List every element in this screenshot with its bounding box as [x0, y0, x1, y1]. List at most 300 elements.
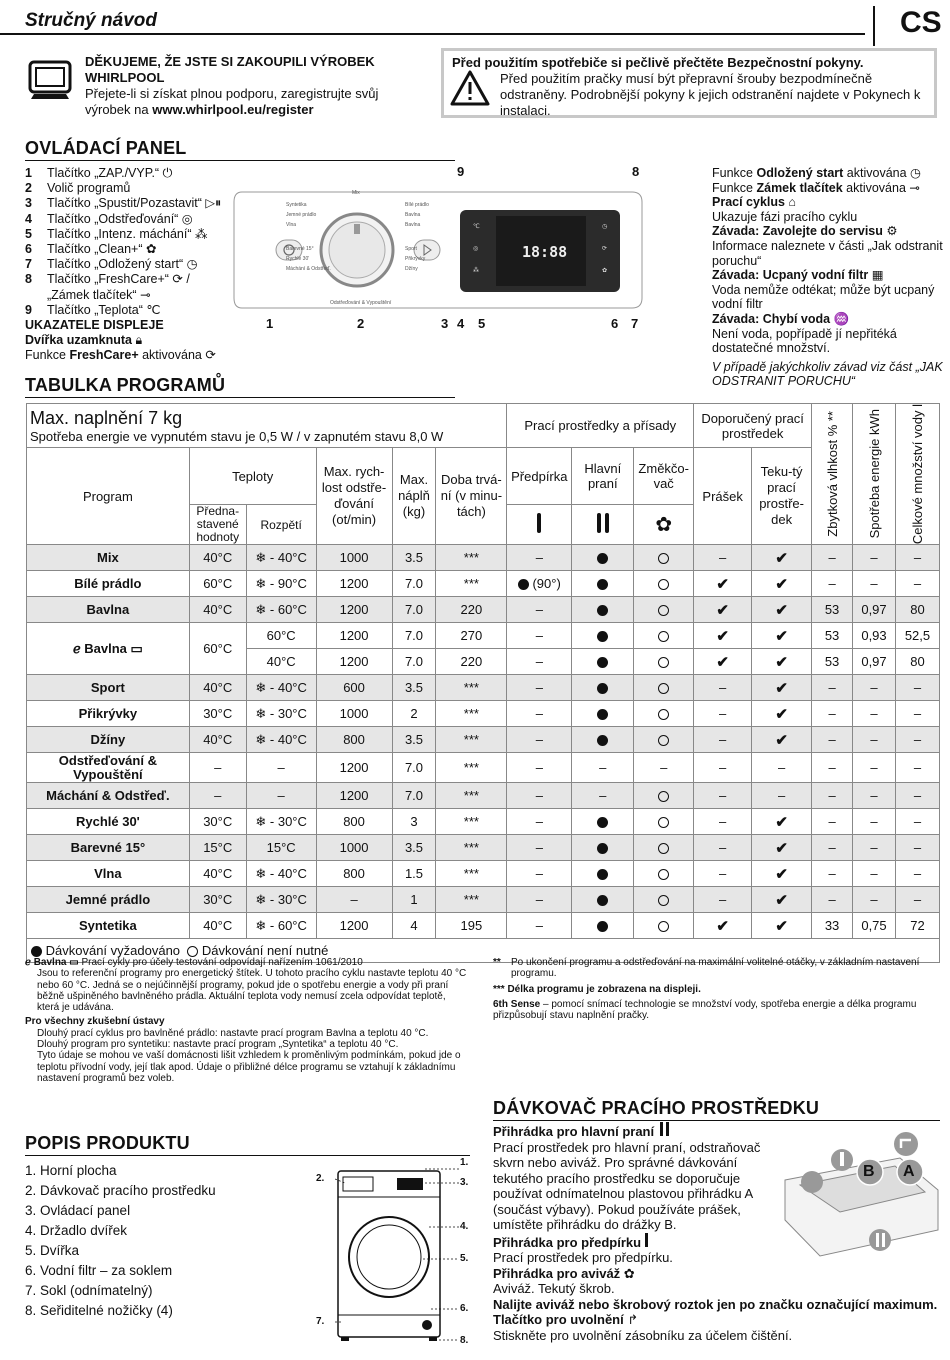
max-spin: 1200 [316, 649, 392, 675]
svg-text:℃: ℃ [473, 223, 480, 230]
powder-cell: – [694, 783, 752, 809]
program-name: Vlna [27, 861, 190, 887]
max-spin: 600 [316, 675, 392, 701]
check-mark: ✔ [775, 601, 788, 619]
program-name: Rychlé 30' [27, 809, 190, 835]
temp-range: ❄ - 30°C [246, 809, 316, 835]
preset-temp: 40°C [189, 861, 246, 887]
standby-consumption: Spotřeba energie ve vypnutém stavu je 0,5 W / v zapnutém stavu 8,0 W [30, 428, 444, 444]
table-row [27, 783, 940, 809]
softener-cell [634, 861, 694, 887]
dosing-required-mark [597, 553, 608, 564]
max-load: 7.0 [392, 597, 436, 623]
liquid-cell [752, 913, 812, 939]
thanks-block [85, 54, 425, 118]
control-item: 6 Tlačítko „Clean+“ ✿ [25, 242, 157, 257]
powder-cell: – [694, 545, 752, 571]
prewash-cell: (90°) [507, 571, 572, 597]
prewash-cell: – [507, 835, 572, 861]
max-load: 1 [392, 887, 436, 913]
preset-temp: 40°C [189, 597, 246, 623]
control-item: 8 Tlačítko „FreshCare+“ ⟳ / [25, 272, 190, 287]
energy: – [853, 727, 896, 753]
callout-p1: 1. [460, 1157, 469, 1168]
language-code: CS [900, 6, 942, 39]
powder-cell: – [694, 887, 752, 913]
dosing-optional-mark [658, 553, 669, 564]
temp-range: ❄ - 40°C [246, 545, 316, 571]
dosing-required-mark [597, 869, 608, 880]
powder-cell [694, 649, 752, 675]
prewash-icon [507, 505, 572, 545]
water: 80 [895, 597, 939, 623]
duration: *** [436, 783, 507, 809]
temp-range: ❄ - 40°C [246, 675, 316, 701]
svg-text:⟳: ⟳ [602, 245, 608, 252]
softener-icon: ✿ [623, 1265, 635, 1281]
callout-p2: 2. [316, 1173, 325, 1184]
prewash-cell: – [507, 675, 572, 701]
header-duration: Doba trvá-ní (v minu-tách) [436, 448, 507, 545]
energy: – [853, 809, 896, 835]
energy: – [853, 835, 896, 861]
max-load: 3 [392, 809, 436, 835]
prewash-cell: – [507, 783, 572, 809]
program-name: Barevné 15° [27, 835, 190, 861]
product-parts-list [25, 1161, 216, 1321]
main-wash-cell [572, 623, 634, 649]
cycle-icon: ⌂ [788, 195, 797, 210]
duration: 270 [436, 623, 507, 649]
svg-text:⁂: ⁂ [473, 267, 479, 274]
water: – [895, 887, 939, 913]
check-mark: ✔ [716, 917, 729, 935]
max-load: 3.5 [392, 835, 436, 861]
temp-range: ❄ - 60°C [246, 913, 316, 939]
max-load: 1.5 [392, 861, 436, 887]
max-spin: 1200 [316, 597, 392, 623]
safety-warning-box [441, 48, 937, 118]
liquid-cell [752, 571, 812, 597]
list-item: 5. Dvířka [25, 1243, 80, 1258]
preset-temp: – [189, 783, 246, 809]
display-indicators-heading: UKAZATELE DISPLEJE [25, 318, 164, 333]
warning-title: Před použitím spotřebiče si pečlivě přečtěte Bezpečnostní pokyny. [452, 55, 864, 70]
callout-8: 8 [632, 164, 640, 179]
key-icon: ⊸ [909, 180, 920, 195]
header-prewash: Předpírka [507, 448, 572, 505]
max-load: 2 [392, 701, 436, 727]
header-recommended: Doporučený prací prostředek [694, 404, 812, 448]
max-load: 7.0 [392, 623, 436, 649]
callout-p8: 8. [460, 1335, 469, 1346]
residual-moisture: – [812, 753, 853, 783]
residual-moisture: 53 [812, 597, 853, 623]
table-row [27, 809, 940, 835]
energy: – [853, 545, 896, 571]
dosing-required-mark [597, 657, 608, 668]
max-spin: 1000 [316, 835, 392, 861]
header-residual: Zbytková vlhkost % ** [824, 411, 840, 537]
max-load: 7.0 [392, 649, 436, 675]
header-powder: Prášek [694, 448, 752, 545]
indicator-descriptions: Funkce Odložený start aktivována ◷ Funkce Zámek tlačítek aktivována ⊸ Prací cyklus ⌂ Ukazuje fázi pracího cyklu Závada: Zavolejte do servisu ⚙ Informace naleznete v části „Jak odstranit poruchu“ Závada: Ucpaný vodní filtr ▦ Voda nemůže odtékat; může být ucpaný vodní filtr Závada: Chybí voda ♒ Není voda, popřípadě jí nepřitéká dostatečné množství. V případě jakýchkoliv závad viz část „JAK ODSTRANIT PORUCHU“ [712, 166, 943, 389]
clock-icon: ◷ [910, 166, 921, 180]
washing-machine-illustration [335, 1165, 460, 1345]
list-item: 6. Vodní filtr – za soklem [25, 1263, 173, 1278]
check-mark: ✔ [716, 601, 729, 619]
product-description-heading: POPIS PRODUKTU [25, 1133, 190, 1153]
liquid-cell [752, 809, 812, 835]
duration: *** [436, 701, 507, 727]
residual-moisture: – [812, 835, 853, 861]
softener-cell [634, 623, 694, 649]
warning-text: Před použitím pračky musí být přepravní šrouby bezpodmínečně odstraněny. Podrobnější pokyny k jejich odstranění najdete v Pokynech k instalaci. [500, 71, 921, 118]
residual-moisture: – [812, 727, 853, 753]
list-item: 4. Držadlo dvířek [25, 1223, 128, 1238]
temp-range: ❄ - 30°C [246, 887, 316, 913]
residual-moisture: – [812, 675, 853, 701]
main-wash-cell [572, 835, 634, 861]
prewash-cell: – [507, 597, 572, 623]
dosing-required-mark [597, 817, 608, 828]
main-wash-cell [572, 701, 634, 727]
residual-moisture: – [812, 809, 853, 835]
duration: *** [436, 675, 507, 701]
header-main-wash: Hlavní praní [572, 448, 634, 505]
main-wash-cell [572, 675, 634, 701]
header-temperatures: Teploty [189, 448, 316, 505]
max-spin: 1200 [316, 783, 392, 809]
list-item: 8. Seřiditelné nožičky (4) [25, 1303, 173, 1318]
header-rule [0, 33, 865, 35]
powder-cell [694, 571, 752, 597]
softener-flower-icon: ✿ [634, 505, 694, 545]
header-spin: Max. rych-lost odstře-ďování (ot/min) [316, 448, 392, 545]
table-row [27, 913, 940, 939]
control-item: 7 Tlačítko „Odložený start“ ◷ [25, 257, 198, 272]
header-liquid: Teku-tý prací prostře-dek [752, 448, 812, 545]
register-link[interactable]: www.whirlpool.eu/register [152, 102, 314, 117]
dosing-optional-mark [658, 895, 669, 906]
label-a: A [903, 1163, 915, 1180]
softener-cell [634, 571, 694, 597]
residual-moisture: – [812, 571, 853, 597]
temp-range: – [246, 753, 316, 783]
liquid-cell: – [752, 783, 812, 809]
check-mark: ✔ [775, 627, 788, 645]
max-spin: 1000 [316, 701, 392, 727]
dosing-required-mark [597, 605, 608, 616]
document-title: Stručný návod [25, 10, 157, 31]
energy: – [853, 861, 896, 887]
energy: 0,75 [853, 913, 896, 939]
main-wash-cell [572, 727, 634, 753]
control-item: 1 Tlačítko „ZAP./VYP.“ ⏻ [25, 166, 173, 180]
prewash-cell: – [507, 861, 572, 887]
header-program: Program [27, 448, 190, 545]
residual-moisture: – [812, 783, 853, 809]
temp-range: ❄ - 60°C [246, 597, 316, 623]
powder-cell: – [694, 701, 752, 727]
dosing-required-mark [597, 895, 608, 906]
softener-cell [634, 597, 694, 623]
main-wash-cell: – [572, 783, 634, 809]
energy: – [853, 571, 896, 597]
prewash-cell: – [507, 545, 572, 571]
water: – [895, 861, 939, 887]
main-wash-cell [572, 861, 634, 887]
check-mark: ✔ [775, 891, 788, 909]
water: – [895, 783, 939, 809]
preset-temp: – [189, 753, 246, 783]
powder-cell [694, 597, 752, 623]
preset-temp: 30°C [189, 701, 246, 727]
check-mark: ✔ [716, 653, 729, 671]
energy: – [853, 753, 896, 783]
main-wash-cell [572, 809, 634, 835]
dosing-optional-mark [658, 843, 669, 854]
preset-temp: 40°C [189, 545, 246, 571]
list-item: 2. Dávkovač pracího prostředku [25, 1183, 216, 1198]
max-spin: 1200 [316, 753, 392, 783]
max-spin: 800 [316, 727, 392, 753]
callout-p5: 5. [460, 1253, 469, 1264]
max-spin: 800 [316, 861, 392, 887]
check-mark: ✔ [716, 627, 729, 645]
energy: – [853, 887, 896, 913]
prewash-cell: – [507, 623, 572, 649]
header-range: Rozpětí [246, 505, 316, 545]
preset-temp: 15°C [189, 835, 246, 861]
water: – [895, 571, 939, 597]
warning-triangle-icon [450, 70, 490, 106]
softener-cell [634, 545, 694, 571]
max-load: 7.0 [392, 753, 436, 783]
dosing-optional-mark [658, 921, 669, 932]
thanks-line1: DĚKUJEME, ŽE JSTE SI ZAKOUPILI VÝROBEK [85, 54, 375, 69]
max-spin: 1200 [316, 623, 392, 649]
preset-temp: 40°C [189, 675, 246, 701]
check-mark: ✔ [716, 575, 729, 593]
prewash-cell: – [507, 649, 572, 675]
callout-p4: 4. [460, 1221, 469, 1232]
water: – [895, 727, 939, 753]
temp-range: ❄ - 30°C [246, 701, 316, 727]
residual-moisture: 53 [812, 649, 853, 675]
liquid-cell [752, 701, 812, 727]
door-locked-indicator: Dvířka uzamknuta 🔒︎ [25, 333, 143, 348]
program-name: Džíny [27, 727, 190, 753]
section-rule [25, 1155, 470, 1156]
control-list [25, 166, 221, 364]
table-row [27, 861, 940, 887]
water: 72 [895, 913, 939, 939]
callout-5: 5 [478, 316, 486, 331]
list-item: 3. Ovládací panel [25, 1203, 131, 1218]
header-detergents: Prací prostředky a přísady [507, 404, 694, 448]
check-mark: ✔ [775, 839, 788, 857]
list-item: 7. Sokl (odnímatelný) [25, 1283, 153, 1298]
duration: *** [436, 571, 507, 597]
check-mark: ✔ [775, 813, 788, 831]
main-wash-cell [572, 545, 634, 571]
preset-temp: 40°C [189, 727, 246, 753]
max-load: 3.5 [392, 727, 436, 753]
preset-temp: 30°C [189, 809, 246, 835]
duration: *** [436, 727, 507, 753]
prewash-cell: – [507, 913, 572, 939]
duration: 195 [436, 913, 507, 939]
service-icon: ⚙ [886, 224, 898, 239]
table-row [27, 753, 940, 783]
temp-range: ❄ - 90°C [246, 571, 316, 597]
filter-icon: ▦ [871, 268, 884, 283]
freshcare-indicator: Funkce FreshCare+ aktivována ⟳ [25, 348, 216, 363]
temp-range: 40°C [246, 649, 316, 675]
prewash-cell: – [507, 727, 572, 753]
max-spin: 1000 [316, 545, 392, 571]
main-wash-cell [572, 887, 634, 913]
svg-text:◎: ◎ [473, 245, 479, 252]
control-item: 5 Tlačítko „Intenz. máchání“ ⁂ [25, 226, 208, 241]
residual-moisture: – [812, 861, 853, 887]
dosing-optional-mark [658, 579, 669, 590]
table-legend: Dávkování vyžadováno Dávkování není nutné [27, 939, 940, 963]
program-name: Syntetika [27, 913, 190, 939]
max-spin: – [316, 887, 392, 913]
program-name: ℯ Bavlna ▭ [27, 623, 190, 675]
powder-cell: – [694, 753, 752, 783]
program-table-heading: TABULKA PROGRAMŮ [25, 375, 226, 395]
water: – [895, 701, 939, 727]
dosing-required-mark [518, 579, 529, 590]
header-energy: Spotřeba energie kWh [866, 409, 882, 539]
dosing-optional-mark [658, 869, 669, 880]
control-item: 3 Tlačítko „Spustit/Pozastavit“ ▷⏸ [25, 196, 222, 211]
dispenser-illustration [780, 1130, 942, 1260]
duration: *** [436, 835, 507, 861]
softener-cell [634, 727, 694, 753]
duration: 220 [436, 649, 507, 675]
powder-cell: – [694, 835, 752, 861]
dosing-optional-mark [658, 683, 669, 694]
powder-cell: – [694, 861, 752, 887]
max-spin: 800 [316, 809, 392, 835]
water: 80 [895, 649, 939, 675]
check-mark: ✔ [775, 653, 788, 671]
dosing-required-mark [597, 843, 608, 854]
liquid-cell [752, 887, 812, 913]
control-item: „Zámek tlačítek“ ⊸ [47, 287, 151, 302]
liquid-cell: – [752, 753, 812, 783]
check-mark: ✔ [775, 575, 788, 593]
preset-temp: 60°C [189, 571, 246, 597]
dial-label-top: Mix [352, 190, 360, 196]
duration: *** [436, 809, 507, 835]
dosing-optional-mark [658, 657, 669, 668]
energy: – [853, 675, 896, 701]
callout-1: 1 [266, 316, 274, 331]
water: – [895, 753, 939, 783]
callout-p6: 6. [460, 1303, 469, 1314]
program-name: Bavlna [27, 597, 190, 623]
max-spin: 1200 [316, 571, 392, 597]
dosing-optional-mark [658, 817, 669, 828]
callout-9: 9 [457, 164, 465, 179]
program-name: Bílé prádlo [27, 571, 190, 597]
water-icon: ♒ [833, 311, 850, 326]
control-item: 9 Tlačítko „Teplota“ ℃ [25, 302, 161, 317]
prewash-cell: – [507, 809, 572, 835]
callout-p3: 3. [460, 1177, 469, 1188]
header-preset: Předna-stavené hodnoty [189, 505, 246, 545]
softener-cell [634, 701, 694, 727]
callout-2: 2 [357, 316, 365, 331]
max-spin: 1200 [316, 913, 392, 939]
svg-text:◷: ◷ [602, 223, 608, 230]
energy: 0,93 [853, 623, 896, 649]
notes-right: ** Po ukončení programu a odstřeďování na maximální volitelné otáčky, v základním nastavení programu. *** Délka programu je zobrazena na displeji. 6th Sense – pomocí snímací technologie se množství vody, spotřeba energie a délka programu přizpůsobují stavu naplnění pračky. [493, 957, 920, 1022]
dosing-optional-mark [658, 735, 669, 746]
table-row [27, 675, 940, 701]
energy: 0,97 [853, 649, 896, 675]
softener-cell [634, 675, 694, 701]
main-wash-cell [572, 913, 634, 939]
liquid-cell [752, 545, 812, 571]
liquid-cell [752, 675, 812, 701]
section-rule [493, 1120, 940, 1121]
dial-labels-left: Syntetika Jemné prádlo Vlna Barevné 15° Rychlé 30' Máchání & Odstřeď. [286, 202, 331, 272]
water: – [895, 675, 939, 701]
softener-cell [634, 809, 694, 835]
temp-range: ❄ - 40°C [246, 727, 316, 753]
check-mark: ✔ [775, 549, 788, 567]
check-mark: ✔ [775, 731, 788, 749]
dial-label-bottom: Odstřeďování & Vypouštění [330, 300, 392, 306]
energy: – [853, 701, 896, 727]
label-b: B [863, 1163, 875, 1180]
panel-display-readout: 18:88 [522, 243, 568, 261]
duration: 220 [436, 597, 507, 623]
section-rule [25, 160, 455, 161]
dispenser-heading: DÁVKOVAČ PRACÍHO PROSTŘEDKU [493, 1098, 820, 1118]
residual-moisture: 53 [812, 623, 853, 649]
dosing-required-mark [597, 921, 608, 932]
duration: *** [436, 887, 507, 913]
preset-temp: 40°C [189, 913, 246, 939]
powder-cell [694, 623, 752, 649]
dosing-required-mark [597, 683, 608, 694]
powder-cell: – [694, 809, 752, 835]
residual-moisture: 33 [812, 913, 853, 939]
release-arrow-icon: ↱ [627, 1312, 639, 1327]
table-row [27, 701, 940, 727]
control-item: 4 Tlačítko „Odstřeďování“ ◎ [25, 211, 193, 226]
preset-temp: 30°C [189, 887, 246, 913]
liquid-cell [752, 623, 812, 649]
prewash-cell: – [507, 701, 572, 727]
list-item: 1. Horní plocha [25, 1163, 117, 1178]
table-row [27, 727, 940, 753]
residual-moisture: – [812, 701, 853, 727]
water: – [895, 835, 939, 861]
dosing-required-mark [597, 709, 608, 720]
thanks-line2: WHIRLPOOL [85, 70, 165, 85]
thanks-line3: Přejete-li si získat plnou podporu, zaregistrujte svůj výrobek na [85, 86, 379, 117]
duration: *** [436, 545, 507, 571]
softener-cell [634, 835, 694, 861]
